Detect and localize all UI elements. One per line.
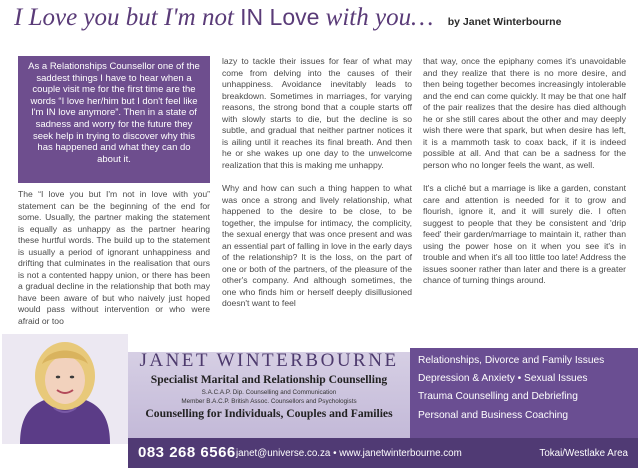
contact-details[interactable]: janet@universe.co.za • www.janetwinterbourne.com [236, 448, 462, 459]
article-title [14, 4, 433, 31]
article-column-3 [423, 56, 626, 298]
title-part-1: I Love you but I'm not [14, 4, 241, 31]
services-list [410, 348, 638, 438]
column-3-paragraph-1: that way, once the epiphany comes it's unavoidable and they realize that there is no more desire, and then being together becomes increasingly intolerable and the end can come quickly. It may be that one half of the pair realizes that the desire has died although he or she still cares about the other and may deeply wish there were that spark, but when desire has left, it is a mammoth task to coax back, if it is indeed possible at all. And that can be a sadness for the person who no longer feels the want, as well. [423, 56, 626, 170]
phone-number[interactable]: 083 268 6566 [138, 444, 236, 461]
column-3-paragraph-2: It's a cliché but a marriage is like a garden, constant care and attention is needed for it to grow and flourish, ignore it, and it will surely die. I often suggest to people that they be consistent and 'drip feed' their garden/marriage to maintain it, rather than using the power hose on it when you see it's in trouble and when it's all too little too late! Address the issues sooner rather than later and there is a greater chance of turning things around. [423, 182, 626, 286]
byline: by Janet Winterbourne [447, 16, 562, 28]
specialty: Specialist Marital and Relationship Counselling [150, 373, 388, 386]
portrait-photo-icon [2, 334, 128, 444]
title-highlight: IN Love [240, 4, 320, 30]
counsellor-name: JANET WINTERBOURNE [139, 350, 399, 371]
service-area: Tokai/Westlake Area [539, 448, 628, 459]
service-item: Trauma Counselling and Debriefing [418, 391, 578, 403]
service-item: Personal and Business Coaching [418, 409, 569, 421]
advert-banner [2, 334, 638, 468]
column-2-paragraph-2: Why and how can such a thing happen to what was once a strong and lively relationship, what happened to the desire to be close, to be together, the impulse for intimacy, the complicity, the sexual energy that was once present and was an essential part of falling in love in the early days of the relationship? It is the loss, on the part of one or both of the partners, of the pleasure of the other's company. And although sometimes, the one who finds him or herself deeply disillusioned doesn't want to feel [222, 182, 412, 309]
article-header [14, 4, 630, 44]
qualification-1: S.A.C.A.P. Dip. Counselling and Communication [201, 389, 337, 396]
service-item: Relationships, Divorce and Family Issues [418, 355, 605, 366]
column-1-paragraph: The “I love you but I'm not in love with you” statement can be the beginning of the end for some. Usually, the partner making the statement is equally as unhappy as the partner hearing these hurtful words. The build up to the statement is usually a period of ignorant unhappiness and drifting that culminates in the realisation that ours is not a contented happy union, or there has been a gradual decline in the relationship that both may have been aware of but who naively just hoped would pass without intervention or who were afraid or too [18, 189, 210, 327]
service-item: Depression & Anxiety • Sexual Issues [418, 373, 588, 385]
contact-bar [128, 438, 638, 468]
article-column-1 [18, 189, 210, 339]
article-column-2 [222, 56, 412, 321]
qualification-2: Member B.A.C.P. British Assoc. Counsellors and Psychologists [181, 398, 357, 405]
column-2-paragraph-1: lazy to tackle their issues for fear of what may come from delving into the causes of their unhappiness. Avoidance inevitably leads to breakdown. Sometimes in marriages, for varying reasons, the strong bond that a couple starts off with slowly starts to die, but the decline is so subtle, and gradual that neither partner notices it is ailing until it reaches its final breath. And then he or she wakes up one day to the unwelcome realization that this is making me unhappy. [222, 56, 412, 170]
pull-quote: As a Relationships Counsellor one of the saddest things I have to hear when a couple visit me for the first time are the words “I love her/him but I don't feel like I'm IN love anymore”. Then in a state of sadness and worry for the future they seek help in trying to discover why this has happened and what they can do about it. [18, 56, 210, 183]
counselling-tagline: Counselling for Individuals, Couples and Families [145, 407, 393, 420]
title-part-2: with you… [319, 4, 434, 31]
banner-name-panel [128, 352, 410, 438]
portrait-photo [2, 334, 128, 444]
